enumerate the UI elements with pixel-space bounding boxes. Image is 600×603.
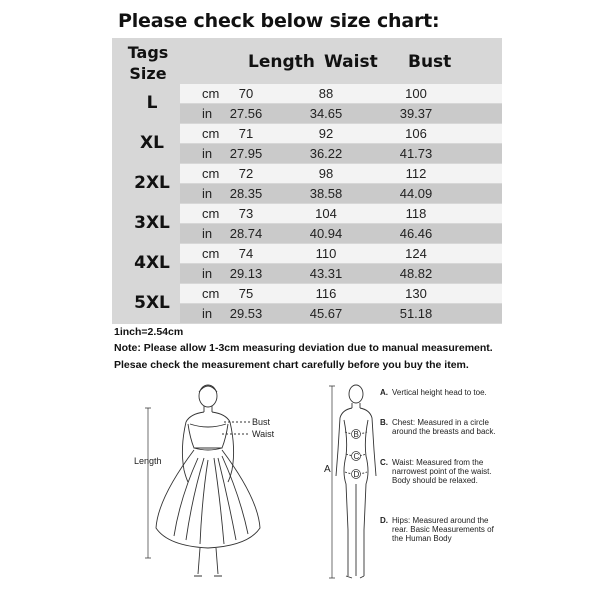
unit-cm: cm bbox=[202, 246, 220, 261]
page-title: Please check below size chart: bbox=[118, 10, 440, 32]
header-waist: Waist bbox=[324, 52, 378, 72]
bust-value: 44.09 bbox=[399, 186, 433, 201]
bust-value: 48.82 bbox=[399, 266, 433, 281]
check-note: Plesae check the measurement chart carefully before you buy the item. bbox=[114, 359, 469, 371]
length-value: 72 bbox=[238, 166, 254, 181]
waist-value: 38.58 bbox=[309, 186, 343, 201]
length-value: 29.13 bbox=[229, 266, 263, 281]
waist-value: 98 bbox=[318, 166, 334, 181]
bust-value: 106 bbox=[405, 126, 427, 141]
size-label: 5XL bbox=[134, 293, 170, 313]
unit-cm: cm bbox=[202, 206, 220, 221]
bust-value: 118 bbox=[405, 206, 427, 221]
unit-cm: cm bbox=[202, 286, 220, 301]
bust-value: 124 bbox=[405, 246, 427, 261]
length-value: 75 bbox=[238, 286, 254, 301]
legend-letter: C. bbox=[380, 458, 388, 467]
legend-item bbox=[380, 516, 502, 543]
waist-value: 45.67 bbox=[309, 306, 343, 321]
length-value: 70 bbox=[238, 86, 254, 101]
length-value: 74 bbox=[238, 246, 254, 261]
marker-a: A bbox=[324, 464, 331, 475]
bust-value: 46.46 bbox=[399, 226, 433, 241]
unit-in: in bbox=[202, 106, 213, 121]
length-label: Length bbox=[134, 456, 162, 466]
header-tags-size bbox=[122, 42, 174, 84]
unit-in: in bbox=[202, 146, 213, 161]
marker-c: C bbox=[353, 452, 360, 461]
size-label: 3XL bbox=[134, 213, 170, 233]
unit-cm: cm bbox=[202, 86, 220, 101]
waist-value: 36.22 bbox=[309, 146, 343, 161]
legend-letter: D. bbox=[380, 516, 388, 525]
legend-item bbox=[380, 418, 502, 436]
legend-item bbox=[380, 388, 502, 397]
bust-value: 112 bbox=[405, 166, 427, 181]
dress-sketch bbox=[128, 378, 318, 598]
bust-value: 100 bbox=[405, 86, 427, 101]
bust-value: 41.73 bbox=[399, 146, 433, 161]
legend-item bbox=[380, 458, 502, 485]
length-value: 28.74 bbox=[229, 226, 263, 241]
header-bust: Bust bbox=[408, 52, 452, 72]
size-label: 4XL bbox=[134, 253, 170, 273]
legend-text: Chest: Measured in a circle around the breasts and back. bbox=[392, 418, 496, 436]
header-length: Length bbox=[248, 52, 315, 72]
legend-letter: A. bbox=[380, 388, 388, 397]
waist-value: 92 bbox=[318, 126, 334, 141]
waist-value: 88 bbox=[318, 86, 334, 101]
unit-cm: cm bbox=[202, 126, 220, 141]
deviation-note: Note: Please allow 1-3cm measuring deviation due to manual measurement. bbox=[114, 342, 493, 354]
conversion-note: 1inch=2.54cm bbox=[114, 326, 184, 338]
bust-value: 130 bbox=[405, 286, 427, 301]
size-label: 2XL bbox=[134, 173, 170, 193]
legend-text: Vertical height head to toe. bbox=[392, 388, 487, 397]
bust-label: Bust bbox=[252, 417, 271, 427]
body-measurement-chart bbox=[312, 380, 497, 595]
waist-value: 104 bbox=[315, 206, 337, 221]
waist-value: 34.65 bbox=[309, 106, 343, 121]
unit-in: in bbox=[202, 306, 213, 321]
marker-d: D bbox=[353, 470, 360, 479]
unit-cm: cm bbox=[202, 166, 220, 181]
legend-text: Hips: Measured around the rear. Basic Measurements of the Human Body bbox=[392, 516, 494, 543]
length-value: 73 bbox=[238, 206, 254, 221]
legend-letter: B. bbox=[380, 418, 388, 427]
length-value: 29.53 bbox=[229, 306, 263, 321]
length-value: 71 bbox=[238, 126, 254, 141]
dress-illustration bbox=[128, 378, 318, 598]
header-tags: Tags bbox=[127, 43, 169, 62]
bust-value: 39.37 bbox=[399, 106, 433, 121]
length-value: 28.35 bbox=[229, 186, 263, 201]
length-value: 27.56 bbox=[229, 106, 263, 121]
waist-value: 40.94 bbox=[309, 226, 343, 241]
size-label: L bbox=[146, 93, 158, 113]
waist-value: 110 bbox=[315, 246, 337, 261]
legend-text: Waist: Measured from the narrowest point of the waist. Body should be relaxed. bbox=[392, 458, 492, 485]
waist-value: 43.31 bbox=[309, 266, 343, 281]
bust-value: 51.18 bbox=[399, 306, 433, 321]
marker-b: B bbox=[353, 430, 359, 439]
waist-value: 116 bbox=[315, 286, 337, 301]
waist-label: Waist bbox=[252, 429, 275, 439]
unit-in: in bbox=[202, 226, 213, 241]
size-chart-table bbox=[112, 38, 502, 324]
header-size: Size bbox=[129, 64, 167, 83]
unit-in: in bbox=[202, 186, 213, 201]
body-figure bbox=[312, 380, 392, 595]
unit-in: in bbox=[202, 266, 213, 281]
length-value: 27.95 bbox=[229, 146, 263, 161]
size-label: XL bbox=[140, 133, 164, 153]
